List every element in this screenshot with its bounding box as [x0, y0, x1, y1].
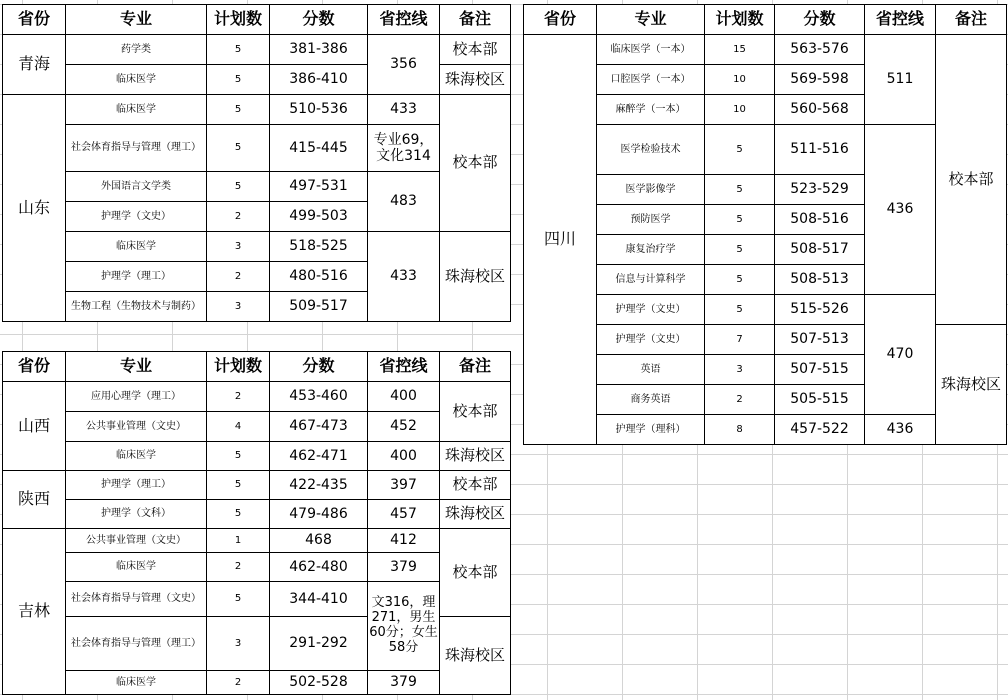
score-cell: 479-486 — [270, 500, 368, 529]
control-line-cell: 483 — [368, 172, 440, 232]
header-control-line: 省控线 — [865, 5, 936, 35]
major-cell: 临床医学 — [66, 65, 207, 95]
score-cell: 507-513 — [775, 325, 865, 355]
major-cell: 应用心理学（理工） — [66, 382, 207, 412]
header-note: 备注 — [440, 352, 511, 382]
major-cell: 护理学（文史） — [597, 325, 705, 355]
header-plan: 计划数 — [207, 5, 270, 35]
score-cell: 422-435 — [270, 471, 368, 500]
major-cell: 外国语言文学类 — [66, 172, 207, 202]
major-cell: 临床医学 — [66, 671, 207, 695]
score-cell: 497-531 — [270, 172, 368, 202]
plan-cell: 3 — [207, 232, 270, 262]
score-cell: 509-517 — [270, 292, 368, 322]
score-cell: 508-513 — [775, 265, 865, 295]
score-cell: 468 — [270, 529, 368, 553]
major-cell: 信息与计算科学 — [597, 265, 705, 295]
header-province: 省份 — [3, 5, 66, 35]
plan-cell: 5 — [207, 95, 270, 125]
table-row — [3, 412, 511, 442]
score-cell: 507-515 — [775, 355, 865, 385]
score-cell: 499-503 — [270, 202, 368, 232]
plan-cell: 5 — [207, 500, 270, 529]
plan-cell: 5 — [207, 35, 270, 65]
table-row — [3, 95, 511, 125]
table-row — [3, 382, 511, 412]
major-cell: 护理学（文科） — [66, 500, 207, 529]
score-cell: 386-410 — [270, 65, 368, 95]
plan-cell: 5 — [705, 205, 775, 235]
control-line-cell: 400 — [368, 382, 440, 412]
score-cell: 381-386 — [270, 35, 368, 65]
table-row — [3, 125, 511, 172]
major-cell: 社会体育指导与管理（理工） — [66, 125, 207, 172]
note-cell: 珠海校区 — [936, 325, 1007, 445]
major-cell: 药学类 — [66, 35, 207, 65]
table-row — [3, 529, 511, 553]
score-cell: 569-598 — [775, 65, 865, 95]
plan-cell: 5 — [705, 125, 775, 175]
admission-table-qinghai-shandong — [2, 4, 511, 322]
note-cell: 校本部 — [440, 382, 511, 442]
major-cell: 预防医学 — [597, 205, 705, 235]
score-cell: 511-516 — [775, 125, 865, 175]
control-line-cell: 文316，理271，男生60分；女生58分 — [368, 582, 440, 671]
note-cell: 珠海校区 — [440, 442, 511, 471]
major-cell: 护理学（理工） — [66, 262, 207, 292]
major-cell: 医学影像学 — [597, 175, 705, 205]
table-row — [3, 582, 511, 617]
note-cell: 校本部 — [440, 95, 511, 232]
plan-cell: 10 — [705, 65, 775, 95]
table-row — [524, 295, 1007, 325]
major-cell: 护理学（理工） — [66, 471, 207, 500]
major-cell: 护理学（理科） — [597, 415, 705, 445]
header-province: 省份 — [524, 5, 597, 35]
major-cell: 商务英语 — [597, 385, 705, 415]
header-score: 分数 — [270, 5, 368, 35]
province-cell: 吉林 — [3, 529, 66, 695]
score-cell: 462-471 — [270, 442, 368, 471]
score-cell: 453-460 — [270, 382, 368, 412]
header-row — [3, 5, 511, 35]
header-province: 省份 — [3, 352, 66, 382]
plan-cell: 2 — [207, 262, 270, 292]
header-note: 备注 — [440, 5, 511, 35]
score-cell: 523-529 — [775, 175, 865, 205]
table-row — [3, 232, 511, 262]
score-cell: 510-536 — [270, 95, 368, 125]
plan-cell: 1 — [207, 529, 270, 553]
control-line-cell: 511 — [865, 35, 936, 125]
province-cell: 青海 — [3, 35, 66, 95]
plan-cell: 5 — [207, 65, 270, 95]
score-cell: 344-410 — [270, 582, 368, 617]
header-major: 专业 — [66, 352, 207, 382]
note-cell: 校本部 — [440, 529, 511, 617]
major-cell: 康复治疗学 — [597, 235, 705, 265]
control-line-cell: 452 — [368, 412, 440, 442]
score-cell: 291-292 — [270, 617, 368, 671]
score-cell: 502-528 — [270, 671, 368, 695]
plan-cell: 5 — [207, 471, 270, 500]
note-cell: 珠海校区 — [440, 617, 511, 695]
header-row — [3, 352, 511, 382]
plan-cell: 2 — [207, 671, 270, 695]
major-cell: 临床医学（一本） — [597, 35, 705, 65]
plan-cell: 5 — [207, 442, 270, 471]
score-cell: 462-480 — [270, 553, 368, 582]
major-cell: 护理学（文史） — [597, 295, 705, 325]
control-line-cell: 专业69，文化314 — [368, 125, 440, 172]
header-row — [524, 5, 1007, 35]
table-row — [3, 553, 511, 582]
plan-cell: 2 — [207, 382, 270, 412]
plan-cell: 8 — [705, 415, 775, 445]
plan-cell: 5 — [705, 265, 775, 295]
control-line-cell: 356 — [368, 35, 440, 95]
admission-table-shanxi-shaanxi-jilin — [2, 351, 511, 695]
score-cell: 518-525 — [270, 232, 368, 262]
header-note: 备注 — [936, 5, 1007, 35]
province-cell: 四川 — [524, 35, 597, 445]
table-row — [3, 671, 511, 695]
score-cell: 480-516 — [270, 262, 368, 292]
control-line-cell: 433 — [368, 232, 440, 322]
control-line-cell: 436 — [865, 415, 936, 445]
score-cell: 560-568 — [775, 95, 865, 125]
major-cell: 社会体育指导与管理（文史） — [66, 582, 207, 617]
score-cell: 515-526 — [775, 295, 865, 325]
table-row — [524, 415, 1007, 445]
score-cell: 415-445 — [270, 125, 368, 172]
control-line-cell: 379 — [368, 553, 440, 582]
plan-cell: 2 — [705, 385, 775, 415]
plan-cell: 5 — [207, 172, 270, 202]
plan-cell: 3 — [705, 355, 775, 385]
header-major: 专业 — [597, 5, 705, 35]
major-cell: 护理学（文史） — [66, 202, 207, 232]
control-line-cell: 412 — [368, 529, 440, 553]
control-line-cell: 379 — [368, 671, 440, 695]
plan-cell: 2 — [207, 553, 270, 582]
note-cell: 校本部 — [440, 35, 511, 65]
header-control-line: 省控线 — [368, 352, 440, 382]
note-cell: 珠海校区 — [440, 65, 511, 95]
header-control-line: 省控线 — [368, 5, 440, 35]
score-cell: 508-517 — [775, 235, 865, 265]
header-score: 分数 — [775, 5, 865, 35]
major-cell: 生物工程（生物技术与制药） — [66, 292, 207, 322]
major-cell: 公共事业管理（文史） — [66, 529, 207, 553]
plan-cell: 5 — [705, 295, 775, 325]
plan-cell: 5 — [207, 582, 270, 617]
table-row — [3, 442, 511, 471]
province-cell: 陕西 — [3, 471, 66, 529]
admission-table-sichuan — [523, 4, 1007, 445]
header-score: 分数 — [270, 352, 368, 382]
control-line-cell: 457 — [368, 500, 440, 529]
major-cell: 临床医学 — [66, 442, 207, 471]
province-cell: 山西 — [3, 382, 66, 471]
table-row — [3, 35, 511, 65]
control-line-cell: 400 — [368, 442, 440, 471]
header-plan: 计划数 — [705, 5, 775, 35]
score-cell: 508-516 — [775, 205, 865, 235]
table-row — [524, 35, 1007, 65]
plan-cell: 7 — [705, 325, 775, 355]
major-cell: 麻醉学（一本） — [597, 95, 705, 125]
major-cell: 临床医学 — [66, 553, 207, 582]
plan-cell: 3 — [207, 292, 270, 322]
table-row — [3, 500, 511, 529]
score-cell: 467-473 — [270, 412, 368, 442]
major-cell: 临床医学 — [66, 95, 207, 125]
plan-cell: 15 — [705, 35, 775, 65]
major-cell: 医学检验技术 — [597, 125, 705, 175]
plan-cell: 5 — [705, 175, 775, 205]
major-cell: 社会体育指导与管理（理工） — [66, 617, 207, 671]
control-line-cell: 433 — [368, 95, 440, 125]
header-plan: 计划数 — [207, 352, 270, 382]
note-cell: 校本部 — [440, 471, 511, 500]
header-major: 专业 — [66, 5, 207, 35]
plan-cell: 2 — [207, 202, 270, 232]
control-line-cell: 436 — [865, 125, 936, 295]
table-row — [524, 125, 1007, 175]
table-row — [3, 172, 511, 202]
plan-cell: 3 — [207, 617, 270, 671]
note-cell: 珠海校区 — [440, 232, 511, 322]
note-cell: 校本部 — [936, 35, 1007, 325]
major-cell: 公共事业管理（文史） — [66, 412, 207, 442]
plan-cell: 10 — [705, 95, 775, 125]
score-cell: 457-522 — [775, 415, 865, 445]
score-cell: 563-576 — [775, 35, 865, 65]
score-cell: 505-515 — [775, 385, 865, 415]
plan-cell: 5 — [705, 235, 775, 265]
province-cell: 山东 — [3, 95, 66, 322]
table-row — [3, 471, 511, 500]
note-cell: 珠海校区 — [440, 500, 511, 529]
control-line-cell: 470 — [865, 295, 936, 415]
major-cell: 英语 — [597, 355, 705, 385]
major-cell: 口腔医学（一本） — [597, 65, 705, 95]
plan-cell: 5 — [207, 125, 270, 172]
control-line-cell: 397 — [368, 471, 440, 500]
plan-cell: 4 — [207, 412, 270, 442]
major-cell: 临床医学 — [66, 232, 207, 262]
